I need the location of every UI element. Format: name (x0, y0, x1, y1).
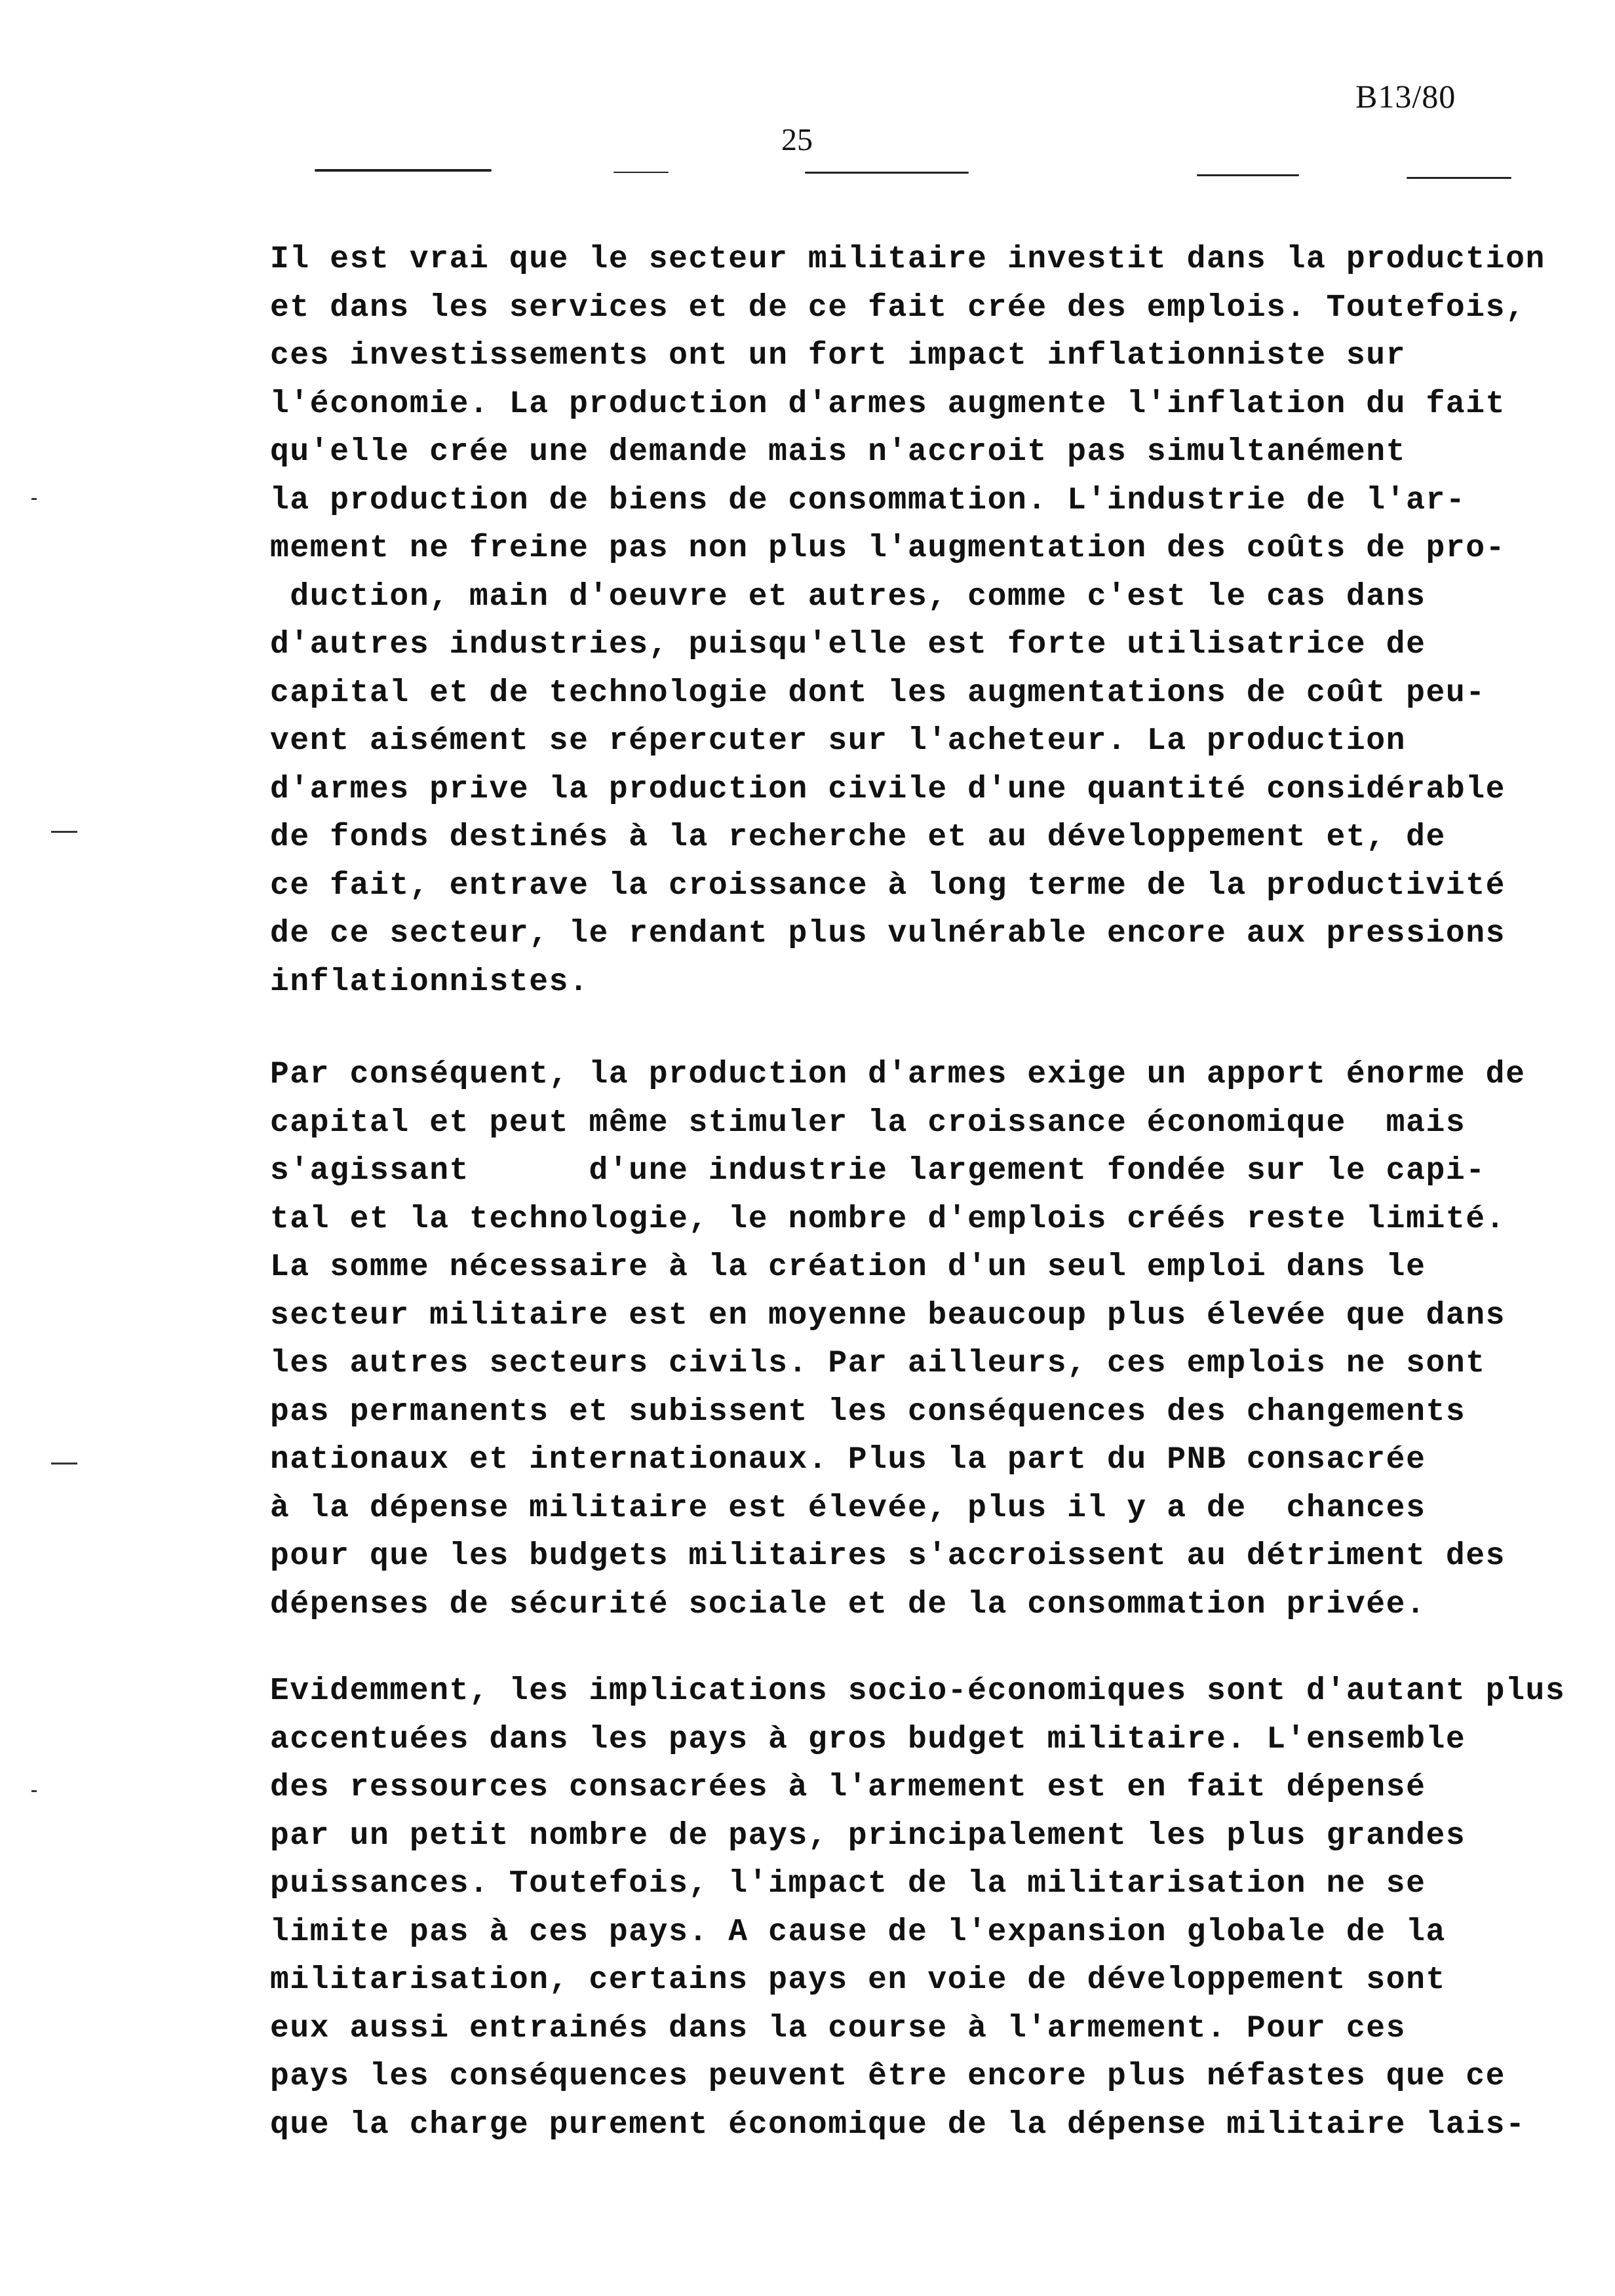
text-line: d'armes prive la production civile d'une quantité considérable (270, 771, 1506, 807)
text-line: eux aussi entrainés dans la course à l'armement. Pour ces (270, 2010, 1407, 2046)
text-line: ces investissements ont un fort impact inflationniste sur (270, 338, 1407, 373)
text-line: pour que les budgets militaires s'accroissent au détriment des (270, 1539, 1506, 1574)
header-rule (1407, 177, 1511, 179)
text-line: s'agissant d'une industrie largement fondée sur le capi- (270, 1153, 1486, 1189)
text-line: pas permanents et subissent les conséquences des changements (270, 1394, 1466, 1430)
text-line: inflationnistes. (270, 964, 589, 1000)
text-line: duction, main d'oeuvre et autres, comme c'est le cas dans (270, 579, 1426, 615)
text-line: mement ne freine pas non plus l'augmentation des coûts de pro- (270, 531, 1506, 566)
paragraph (270, 1668, 1565, 2149)
text-line: à la dépense militaire est élevée, plus il y a de chances (270, 1490, 1426, 1526)
page-number: 25 (781, 123, 813, 157)
text-line: ce fait, entrave la croissance à long terme de la productivité (270, 868, 1506, 904)
text-line: secteur militaire est en moyenne beaucoup plus élevée que dans (270, 1297, 1506, 1333)
text-line: dépenses de sécurité sociale et de la consommation privée. (270, 1586, 1426, 1622)
text-line: l'économie. La production d'armes augmente l'inflation du fait (270, 386, 1506, 422)
text-line: et dans les services et de ce fait crée des emplois. Toutefois, (270, 290, 1526, 326)
margin-mark (31, 1790, 37, 1792)
header-rule (1197, 174, 1299, 176)
text-line: militarisation, certains pays en voie de développement sont (270, 1962, 1446, 1998)
text-line: limite pas à ces pays. A cause de l'expansion globale de la (270, 1914, 1446, 1950)
paragraph (270, 236, 1546, 1006)
text-line: par un petit nombre de pays, principalement les plus grandes (270, 1818, 1466, 1854)
margin-mark (31, 498, 37, 500)
text-line: capital et peut même stimuler la croissance économique mais (270, 1105, 1466, 1141)
text-line: qu'elle crée une demande mais n'accroit pas simultanément (270, 434, 1407, 470)
header-rule (805, 172, 969, 174)
text-line: accentuées dans les pays à gros budget militaire. L'ensemble (270, 1721, 1466, 1757)
document-reference: B13/80 (1355, 78, 1456, 115)
header-rule (315, 169, 492, 172)
text-line: pays les conséquences peuvent être encore plus néfastes que ce (270, 2059, 1506, 2094)
text-line: vent aisément se répercuter sur l'acheteur. La production (270, 723, 1407, 759)
text-line: de ce secteur, le rendant plus vulnérable encore aux pressions (270, 916, 1506, 951)
text-line: de fonds destinés à la recherche et au développement et, de (270, 820, 1446, 855)
text-line: Par conséquent, la production d'armes exige un apport énorme de (270, 1057, 1526, 1092)
text-line: tal et la technologie, le nombre d'emplois créés reste limité. (270, 1201, 1506, 1237)
text-line: capital et de technologie dont les augmentations de coût peu- (270, 675, 1486, 711)
text-line: que la charge purement économique de la dépense militaire lais- (270, 2107, 1526, 2143)
text-line: la production de biens de consommation. L'industrie de l'ar- (270, 482, 1466, 518)
margin-mark (51, 831, 77, 833)
text-line: d'autres industries, puisqu'elle est forte utilisatrice de (270, 627, 1426, 662)
header-rule (613, 172, 669, 173)
text-line: des ressources consacrées à l'armement est en fait dépensé (270, 1770, 1426, 1805)
text-line: La somme nécessaire à la création d'un seul emploi dans le (270, 1250, 1426, 1285)
text-line: puissances. Toutefois, l'impact de la militarisation ne se (270, 1866, 1426, 1902)
margin-mark (51, 1463, 77, 1464)
text-line: les autres secteurs civils. Par ailleurs, ces emplois ne sont (270, 1346, 1486, 1381)
text-line: nationaux et internationaux. Plus la part du PNB consacrée (270, 1442, 1426, 1478)
paragraph (270, 1051, 1526, 1629)
text-line: Il est vrai que le secteur militaire investit dans la production (270, 242, 1546, 277)
text-line: Evidemment, les implications socio-économiques sont d'autant plus (270, 1674, 1566, 1709)
